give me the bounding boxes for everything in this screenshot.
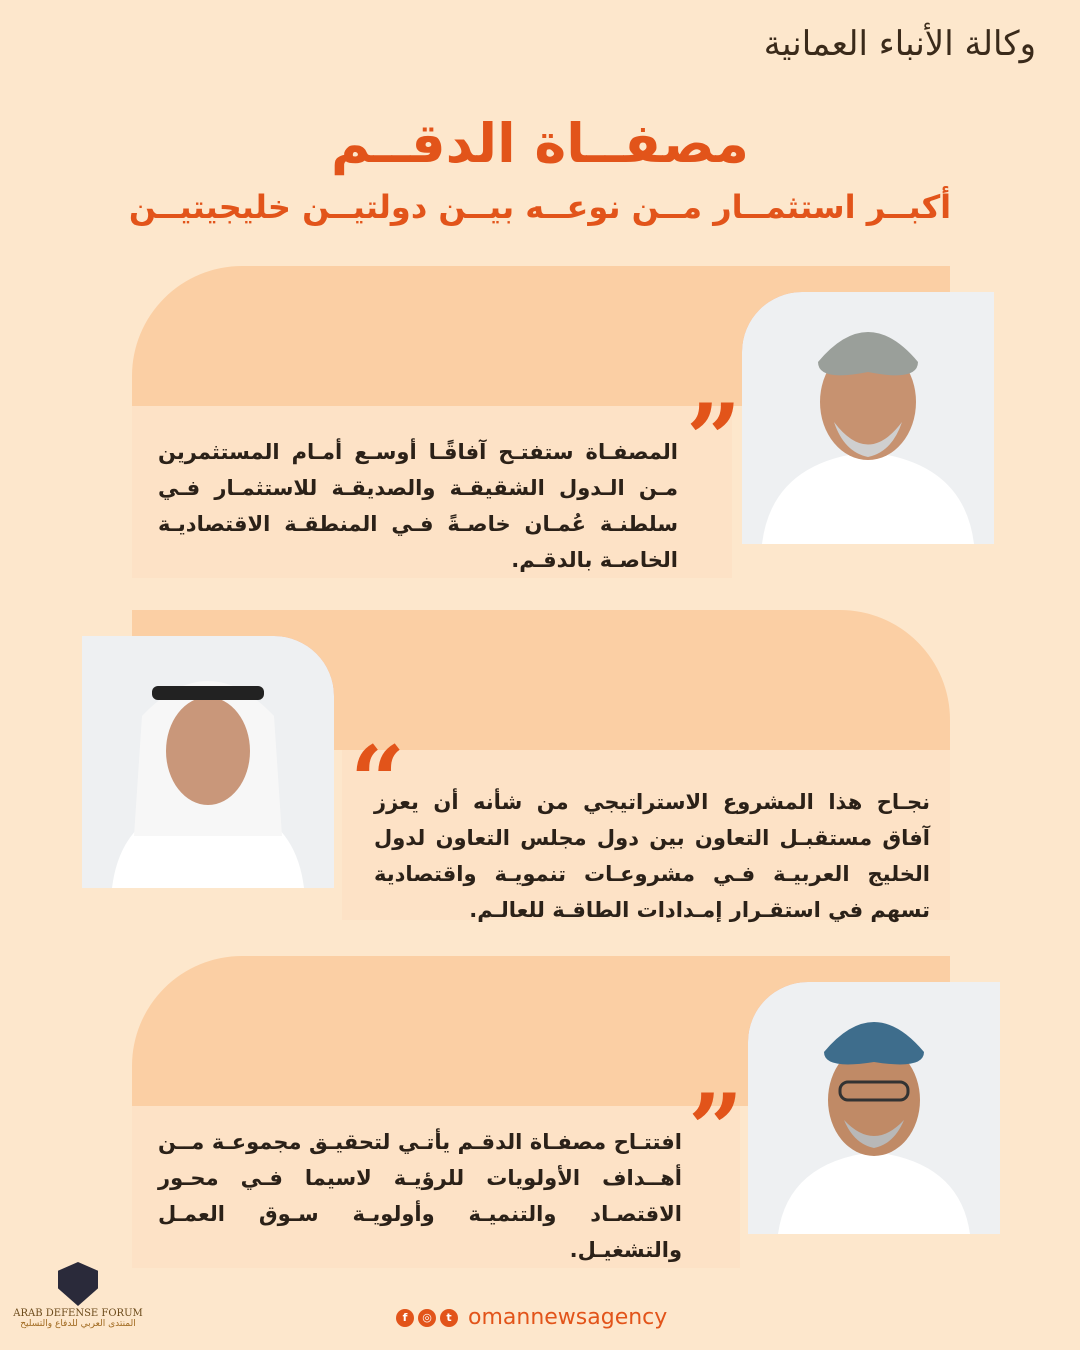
social-handle[interactable]: omannewsagency xyxy=(468,1305,668,1330)
page-title: مصفــاة الدقــم xyxy=(331,112,749,175)
social-footer xyxy=(396,1305,667,1330)
quote-icon: “ xyxy=(350,725,406,838)
speaker-photo-1 xyxy=(742,292,994,544)
quote-icon: ” xyxy=(686,383,742,496)
instagram-icon[interactable]: ◎ xyxy=(418,1309,436,1327)
shield-icon xyxy=(58,1262,98,1306)
watermark-logo xyxy=(8,1262,148,1329)
speaker-quote-1: المصفـاة ستفتـح آفاقًـا أوسـع أمـام المستثمرين مـن الـدول الشقيقـة والصديقـة للاستثمـار فـي سلطنـة عُمـان خاصـةً فـي المنطقـة الاقتصاديـة الخاصـة بالدقـم. xyxy=(158,440,678,572)
speaker-quote-2: نجـاح هذا المشروع الاستراتيجي من شأنه أن يعزز آفاق مستقبـل التعاون بين دول مجلس التعاون لدول الخليج العربيـة فـي مشروعـات تنمويـة واقتصادية تسهم في استقـرار إمـدادات الطاقـة للعالـم. xyxy=(374,790,930,922)
watermark-name: ARAB DEFENSE FORUM xyxy=(13,1308,143,1319)
speaker-photo-3 xyxy=(748,982,1000,1234)
quote-icon: ” xyxy=(688,1073,744,1186)
speaker-photo-2 xyxy=(82,636,334,888)
speaker-quote-3: افتتـاح مصفـاة الدقـم يأتـي لتحقيـق مجموعـة مــن أهــداف الأولويات للرؤيـة لاسيما فـي محـور الاقتصـاد والتنميـة وأولويـة سـوق العمـل والتشغيـل. xyxy=(158,1130,682,1262)
watermark-name-ar: المنتدى العربي للدفاع والتسليح xyxy=(20,1319,136,1329)
page-subtitle: أكبــر استثمــار مــن نوعــه بيــن دولتيــن خليجيتيــن xyxy=(128,188,952,226)
facebook-icon[interactable]: f xyxy=(396,1309,414,1327)
twitter-icon[interactable]: t xyxy=(440,1309,458,1327)
agency-logo: وكالة الأنباء العمانية xyxy=(763,24,1036,64)
